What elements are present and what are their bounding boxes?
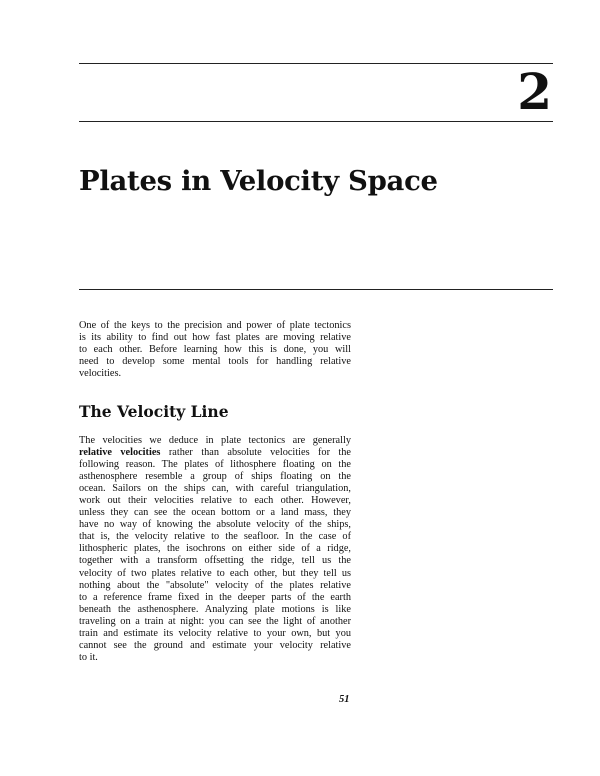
body-line: beneath the asthenosphere. Analyzing plate motions is like	[79, 603, 351, 615]
body-line: that is, the velocity relative to the seafloor. In the case of	[79, 531, 351, 543]
chapter-number: 2	[517, 62, 552, 121]
body-line: have no way of knowing the absolute velocity of the ships,	[79, 519, 351, 531]
intro-line: velocities.	[79, 368, 122, 380]
body-line: traveling on a train at night: you can see the light of another	[79, 615, 351, 627]
body-line	[79, 447, 351, 459]
bottom-rule	[79, 289, 553, 290]
body-line: The velocities we deduce in plate tectonics are generally	[79, 435, 351, 446]
intro-line: need to develop some mental tools for handling relative	[79, 356, 351, 368]
key-term: relative velocities	[79, 447, 161, 459]
body-line: to it.	[79, 651, 98, 663]
body-line: cannot see the ground and estimate your velocity relative	[79, 639, 351, 651]
intro-line: to each other. Before learning how this is done, you will	[79, 344, 351, 356]
intro-line: is its ability to find out how fast plates are moving relative	[79, 332, 351, 344]
body-line: work out their velocities relative to each other. However,	[79, 495, 351, 507]
page-number: 51	[339, 694, 350, 705]
body-line: train and estimate its velocity relative to your own, but you	[79, 627, 351, 639]
body-line: to a reference frame fixed in the deeper parts of the earth	[79, 591, 351, 603]
body-line: velocity of two plates relative to each other, but they tell us	[79, 567, 351, 579]
middle-rule	[79, 121, 553, 122]
body-line-rest: rather than absolute velocities for the	[160, 447, 351, 459]
body-line: asthenosphere resemble a group of ships floating on the	[79, 471, 351, 483]
body-line: following reason. The plates of lithosphere floating on the	[79, 459, 351, 471]
chapter-title: Plates in Velocity Space	[79, 165, 438, 197]
top-rule	[79, 63, 553, 64]
body-line: nothing about the "absolute" velocity of the plates relative	[79, 579, 351, 591]
body-line: unless they can see the ocean bottom or a land mass, they	[79, 507, 351, 519]
body-line: together with a transform offsetting the ridge, tell us the	[79, 555, 351, 567]
intro-line: One of the keys to the precision and power of plate tectonics	[79, 320, 351, 331]
body-paragraph	[79, 435, 351, 664]
body-line: lithospheric plates, the isochrons on either side of a ridge,	[79, 543, 351, 555]
section-heading: The Velocity Line	[79, 402, 229, 421]
intro-paragraph	[79, 320, 351, 380]
body-line: ocean. Sailors on the ships can, with careful triangulation,	[79, 483, 351, 495]
